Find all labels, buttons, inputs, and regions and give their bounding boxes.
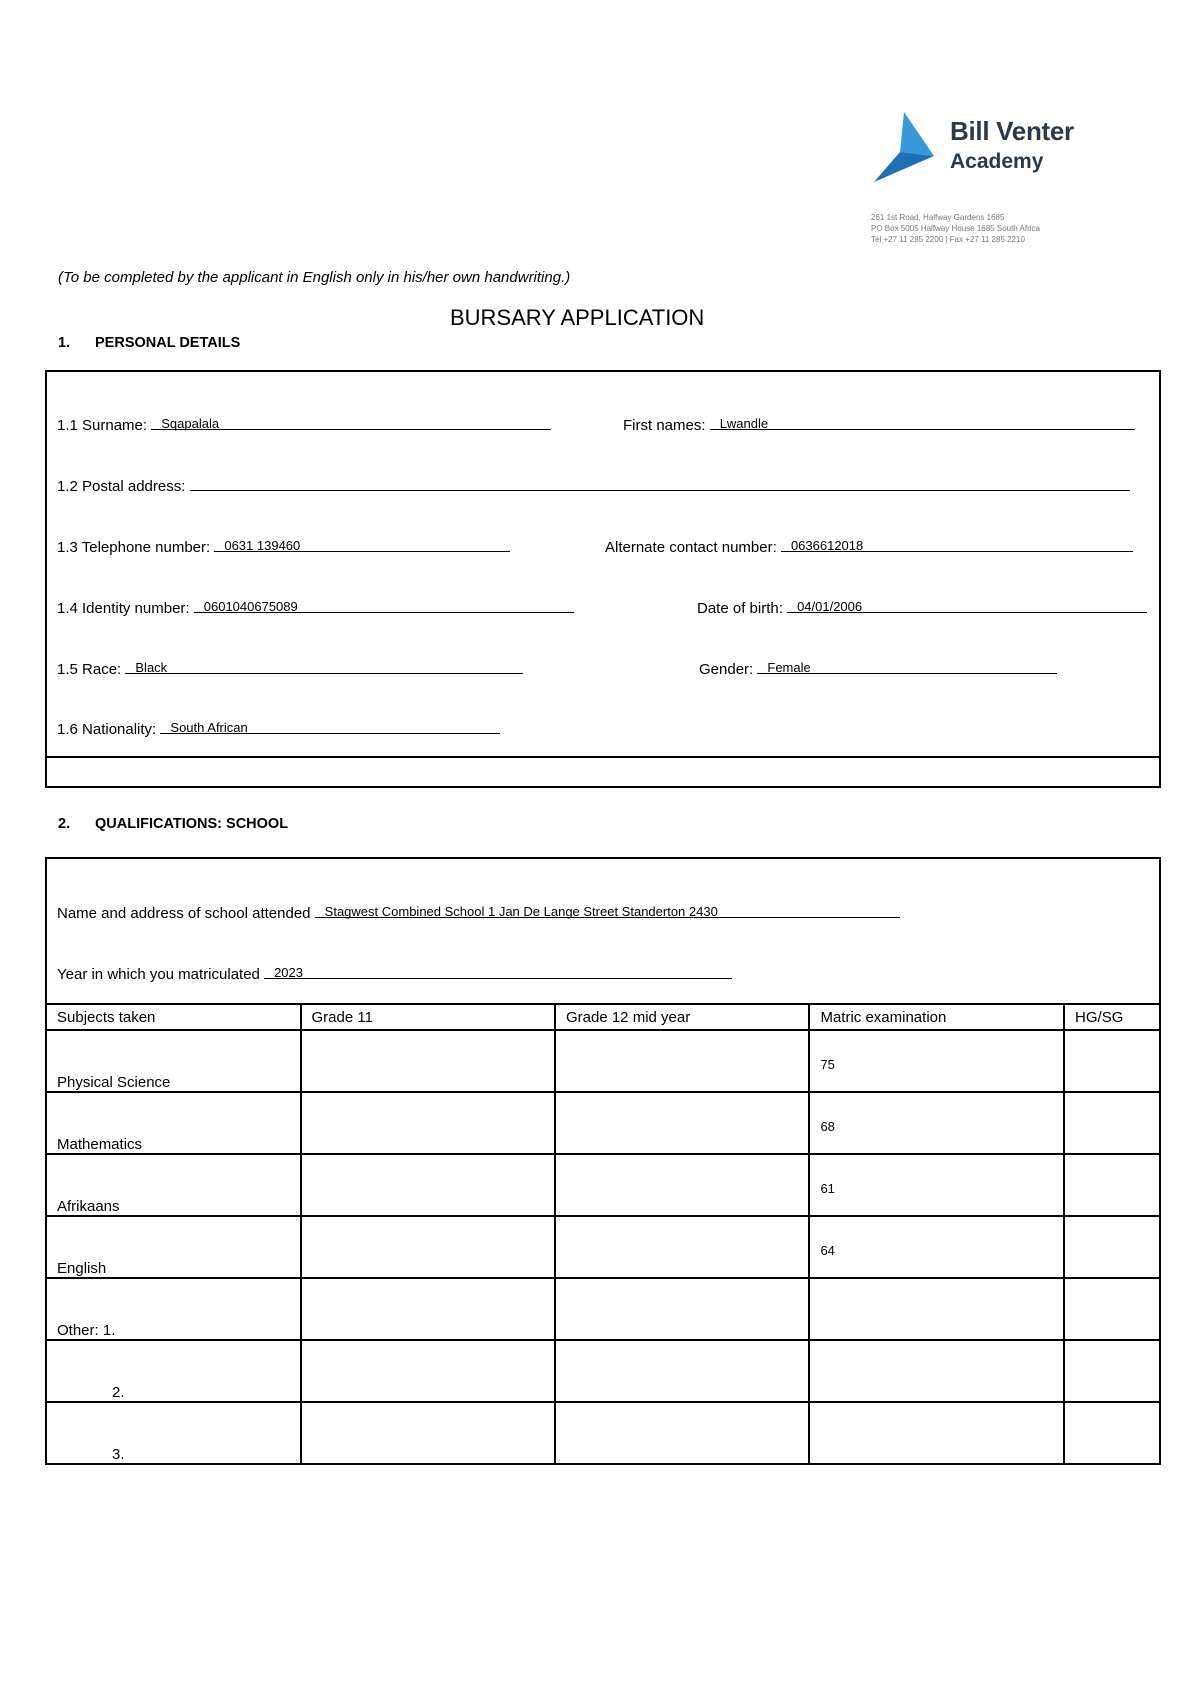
matric-mark: 61 [820,1181,835,1196]
matric-cell[interactable] [809,1154,1064,1216]
address-line: 261 1st Road, Halfway Gardens 1685 [871,213,1005,222]
matric-year-row [57,964,732,983]
matric-year-value: 2023 [274,965,303,980]
identity-row [57,598,574,617]
table-row [46,1340,1160,1402]
section-title: QUALIFICATIONS: SCHOOL [95,816,289,832]
grade12-cell[interactable] [555,1092,809,1154]
page-title: BURSARY APPLICATION [450,305,705,330]
subject-name: Other: 1. [57,1322,116,1339]
alt-contact-row [605,537,1133,556]
first-names-row [623,415,1135,434]
identity-field[interactable] [194,598,574,613]
grade11-cell[interactable] [301,1278,555,1340]
section-2-heading [58,816,288,832]
section-number: 2. [58,816,71,832]
surname-field[interactable] [151,415,551,430]
matric-mark: 68 [820,1119,835,1134]
matric-cell[interactable] [809,1278,1064,1340]
school-value: Stagwest Combined School 1 Jan De Lange Street Standerton 2430 [324,904,718,919]
instruction-text: (To be completed by the applicant in English only in his/her own handwriting.) [58,269,571,286]
grade12-cell[interactable] [555,1402,809,1464]
identity-label: 1.4 Identity number: [57,600,190,617]
subject-cell [46,1216,301,1278]
dob-field[interactable] [787,598,1147,613]
grade11-cell[interactable] [301,1216,555,1278]
grade11-cell[interactable] [301,1092,555,1154]
postal-address-field[interactable] [190,476,1130,491]
race-row [57,659,523,678]
academy-logo [870,112,1110,182]
logo-mark-icon [870,112,942,182]
hgsg-cell[interactable] [1064,1216,1160,1278]
alt-contact-value: 0636612018 [790,538,864,553]
subject-name: Afrikaans [57,1198,120,1215]
first-names-label: First names: [623,417,706,434]
table-row [46,1154,1160,1216]
matric-mark: 64 [820,1243,835,1258]
column-header: HG/SG [1064,1004,1160,1030]
hgsg-cell[interactable] [1064,1092,1160,1154]
nationality-value: South African [170,720,248,735]
section-number: 1. [58,335,71,351]
race-label: 1.5 Race: [57,661,122,678]
alt-contact-label: Alternate contact number: [605,539,777,556]
grade12-cell[interactable] [555,1030,809,1092]
matric-cell[interactable] [809,1402,1064,1464]
logo-name: Bill Venter [950,116,1074,146]
first-names-field[interactable] [710,415,1135,430]
subject-cell [46,1154,301,1216]
matric-cell[interactable] [809,1030,1064,1092]
column-header: Grade 12 mid year [555,1004,809,1030]
school-details-box [45,857,1161,1005]
gender-row [699,659,1057,678]
grade11-cell[interactable] [301,1340,555,1402]
section-title: PERSONAL DETAILS [95,335,241,351]
address-line: PO Box 5005 Halfway House 1685 South Africa [871,224,1040,233]
table-row [46,1092,1160,1154]
matric-mark: 75 [820,1057,835,1072]
race-field[interactable] [125,659,523,674]
logo-subtitle: Academy [950,150,1044,173]
matric-year-label: Year in which you matriculated [57,966,260,983]
grade12-cell[interactable] [555,1340,809,1402]
nationality-label: 1.6 Nationality: [57,721,157,738]
subject-name: 3. [112,1446,125,1463]
surname-label: 1.1 Surname: [57,417,148,434]
surname-row [57,415,551,434]
table-header-row [46,1004,1160,1030]
subjects-table [45,1003,1161,1465]
subject-name: Physical Science [57,1074,171,1091]
column-header: Matric examination [809,1004,1064,1030]
hgsg-cell[interactable] [1064,1278,1160,1340]
table-row [46,1216,1160,1278]
subject-name: 2. [112,1384,125,1401]
dob-row [697,598,1147,617]
subject-name: Mathematics [57,1136,143,1153]
gender-label: Gender: [699,661,754,678]
race-value: Black [135,660,168,675]
section-1-heading [58,335,240,351]
dob-label: Date of birth: [697,600,783,617]
school-row [57,903,900,922]
postal-address-row [57,476,1130,495]
identity-value: 0601040675089 [203,599,298,614]
school-label: Name and address of school attended [57,905,311,922]
matric-cell[interactable] [809,1092,1064,1154]
table-row [46,1402,1160,1464]
table-row [46,1030,1160,1092]
hgsg-cell[interactable] [1064,1154,1160,1216]
subject-cell [46,1402,301,1464]
table-row [46,1278,1160,1340]
column-header: Subjects taken [46,1004,301,1030]
column-header: Grade 11 [301,1004,555,1030]
gender-value: Female [767,660,811,675]
postal-address-label: 1.2 Postal address: [57,478,186,495]
telephone-label: 1.3 Telephone number: [57,539,211,556]
subject-cell [46,1030,301,1092]
grade11-cell[interactable] [301,1030,555,1092]
personal-details-box [45,370,1161,788]
matric-cell[interactable] [809,1216,1064,1278]
subject-cell [46,1278,301,1340]
matric-year-field[interactable] [264,964,732,979]
telephone-field[interactable] [214,537,510,552]
matric-cell[interactable] [809,1340,1064,1402]
hgsg-cell[interactable] [1064,1402,1160,1464]
hgsg-cell[interactable] [1064,1340,1160,1402]
surname-value: Sqapalala [161,416,220,431]
grade11-cell[interactable] [301,1154,555,1216]
gender-field[interactable] [757,659,1057,674]
grade12-cell[interactable] [555,1154,809,1216]
telephone-value: 0631 139460 [224,538,301,553]
grade12-cell[interactable] [555,1216,809,1278]
subject-cell [46,1092,301,1154]
grade12-cell[interactable] [555,1278,809,1340]
telephone-row [57,537,510,556]
subject-name: English [57,1260,107,1277]
school-field[interactable] [315,903,900,918]
nationality-field[interactable] [160,719,500,734]
subject-cell [46,1340,301,1402]
academy-address [871,212,1040,245]
grade11-cell[interactable] [301,1402,555,1464]
nationality-row [57,719,500,738]
hgsg-cell[interactable] [1064,1030,1160,1092]
dob-value: 04/01/2006 [797,599,863,614]
first-names-value: Lwandle [719,416,769,431]
address-line: Tel +27 11 285 2200 | Fax +27 11 285 2210 [871,235,1025,244]
alt-contact-field[interactable] [781,537,1133,552]
